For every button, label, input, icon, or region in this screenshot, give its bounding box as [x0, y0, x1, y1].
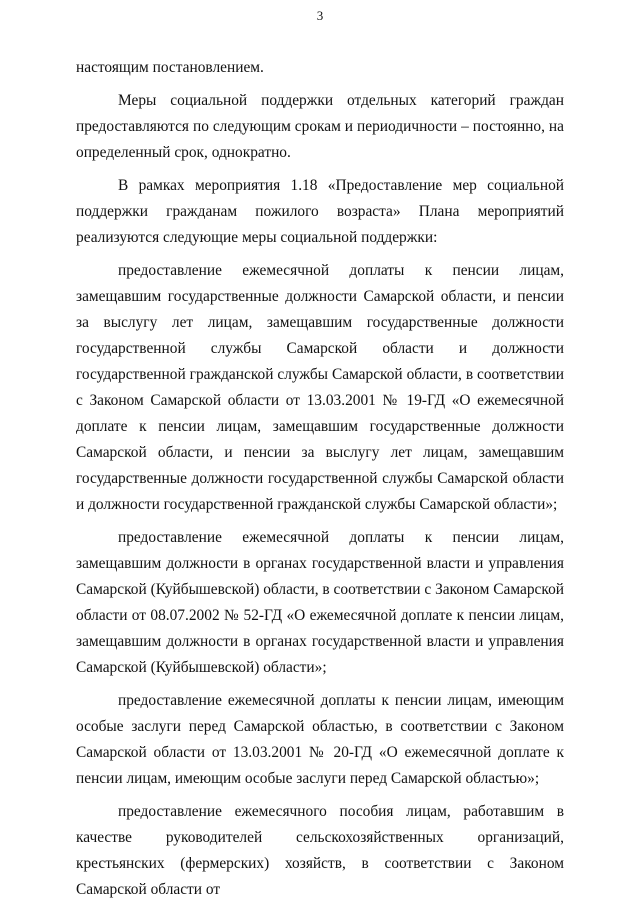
paragraph-agricultural-leaders: предоставление ежемесячного пособия лицам, работавшим в качестве руководителей сельскохозяйственных организаций, крестьянских (фермерских) хозяйств, в соответствии с Законом Самарской области от [76, 803, 564, 898]
paragraph-continuation: настоящим постановлением. [76, 59, 264, 76]
paragraph-law-52-gd: предоставление ежемесячной доплаты к пенсии лицам, замещавшим должности в органах государственной власти и управления Самарской (Куйбышевской) области, в соответствии с Законом Самарской области от 08.07.2002 № 52-ГД «О ежемесячной доплате к пенсии лицам, замещавшим должности в органах государственной власти и управления Самарской (Куйбышевской) области»; [76, 529, 564, 676]
paragraph-law-19-gd: предоставление ежемесячной доплаты к пенсии лицам, замещавшим государственные должности Самарской области, и пенсии за выслугу лет лицам, замещавшим государственные должности государственной службы Самарской области и должности государственной гражданской службы Самарской области, в соответствии с Законом Самарской области от 13.03.2001 № 19-ГД «О ежемесячной доплате к пенсии лицам, замещавшим государственные должности Самарской области, и пенсии за выслугу лет лицам, замещавшим государственные должности государственной службы Самарской области и должности государственной гражданской службы Самарской области»; [76, 262, 564, 513]
paragraph-support-terms: Меры социальной поддержки отдельных категорий граждан предоставляются по следующим срокам и периодичности – постоянно, на определенный срок, однократно. [76, 92, 564, 161]
page-number: 3 [316, 8, 324, 23]
paragraph-measure-1-18: В рамках мероприятия 1.18 «Предоставление мер социальной поддержки гражданам пожилого возраста» Плана мероприятий реализуются следующие меры социальной поддержки: [76, 177, 564, 246]
document-body [76, 55, 564, 910]
paragraph-law-20-gd: предоставление ежемесячной доплаты к пенсии лицам, имеющим особые заслуги перед Самарской областью, в соответствии с Законом Самарской области от 13.03.2001 № 20-ГД «О ежемесячной доплате к пенсии лицам, имеющим особые заслуги перед Самарской областью»; [76, 692, 564, 787]
